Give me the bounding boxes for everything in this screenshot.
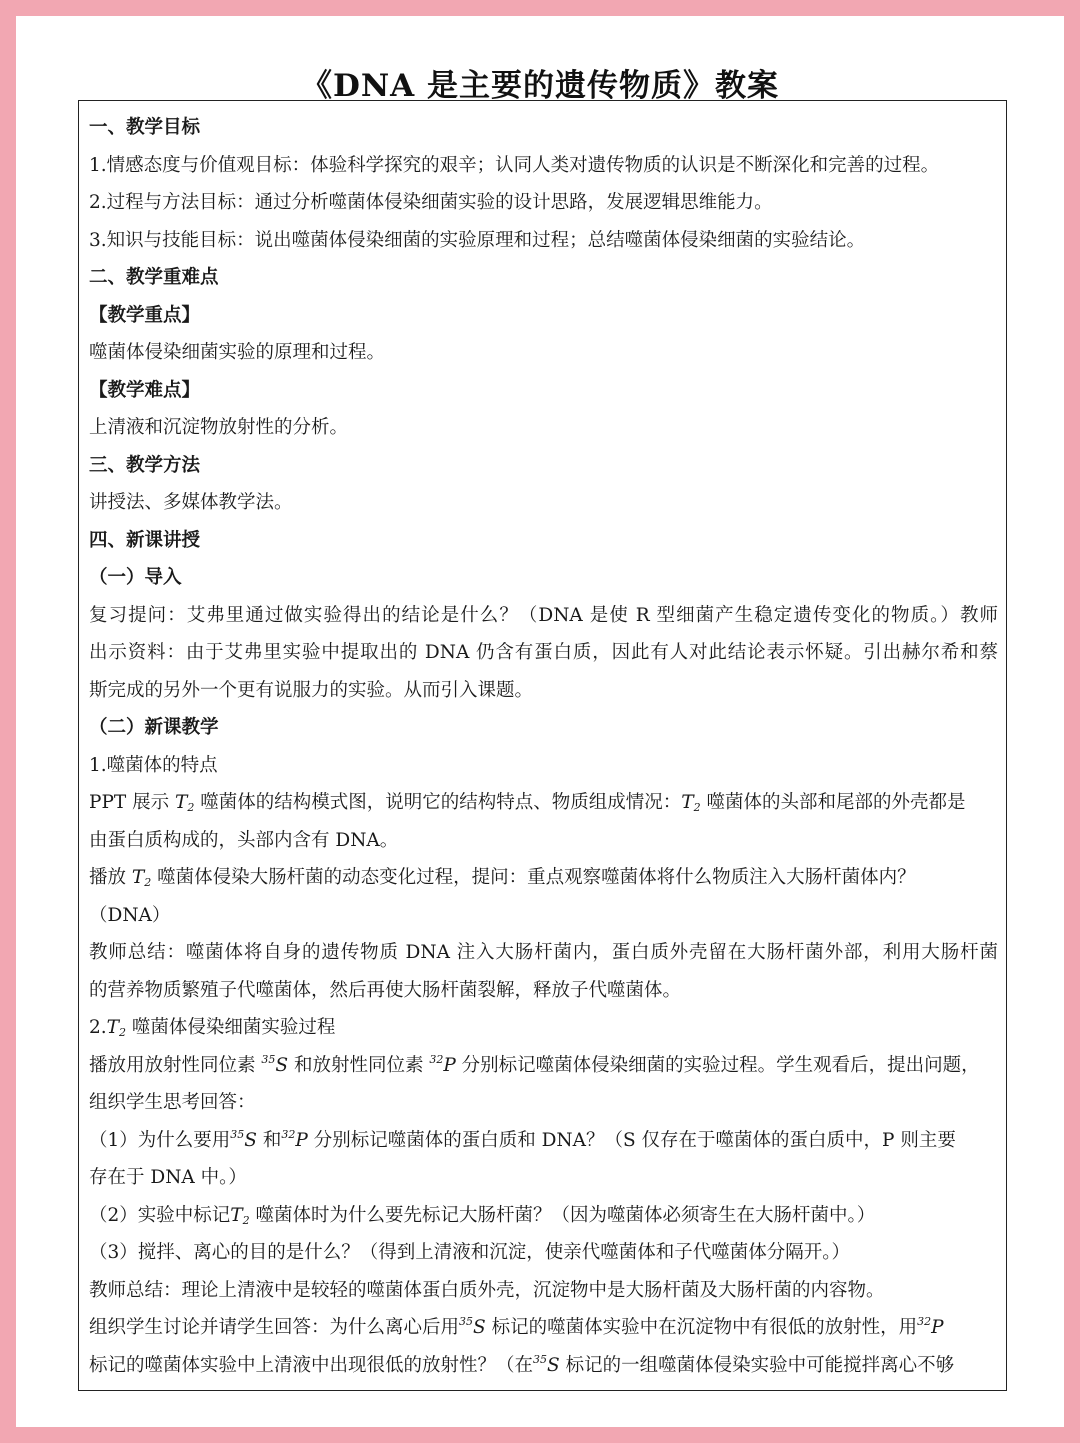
text-fragment: 噬菌体侵染细菌实验过程 xyxy=(126,1017,336,1038)
text-line: 由蛋白质构成的，头部内含有 DNA。 xyxy=(89,829,399,851)
text-line: （DNA） xyxy=(89,904,171,926)
text-line xyxy=(89,859,998,897)
text-line xyxy=(89,1347,998,1385)
text-fragment: 噬菌体的头部和尾部的外壳都是 xyxy=(700,792,966,813)
text-fragment: 和 xyxy=(256,1129,282,1151)
text-line: 存在于 DNA 中。） xyxy=(89,1167,247,1188)
text-line: 教师总结：理论上清液中是较轻的噬菌体蛋白质外壳，沉淀物中是大肠杆菌及大肠杆菌的内容物。 xyxy=(89,1279,885,1301)
text-fragment: 标记的一组噬菌体侵染实验中可能搅拌离心不够 xyxy=(559,1354,955,1376)
lesson-plan-box xyxy=(78,100,1007,1391)
text-fragment: （2）实验中标记 xyxy=(89,1204,231,1226)
text-line xyxy=(89,1047,998,1085)
text-line: 斯完成的另外一个更有说服力的实验。从而引入课题。 xyxy=(89,679,534,701)
phosphorus-32-symbol: $^{32}$P xyxy=(429,1052,456,1076)
text-line xyxy=(89,1197,998,1235)
subheading-key-point: 【教学重点】 xyxy=(89,304,201,326)
document-title: 《DNA 是主要的遗传物质》教案 xyxy=(300,68,780,104)
text-line: 1.噬菌体的特点 xyxy=(89,754,218,776)
text-line: 2.过程与方法目标：通过分析噬菌体侵染细菌实验的设计思路，发展逻辑思维能力。 xyxy=(89,192,773,213)
text-fragment: 噬菌体侵染大肠杆菌的动态变化过程，提问：重点观察噬菌体将什么物质注入大肠杆菌体内？ xyxy=(151,867,916,888)
section-heading-methods: 三、教学方法 xyxy=(89,454,201,476)
text-fragment: 分别标记噬菌体侵染细菌的实验过程。学生观看后，提出问题， xyxy=(455,1054,980,1076)
text-line: 的营养物质繁殖子代噬菌体，然后再使大肠杆菌裂解，释放子代噬菌体。 xyxy=(89,979,682,1001)
text-line: 上清液和沉淀物放射性的分析。 xyxy=(89,417,349,438)
text-fragment: 和放射性同位素 xyxy=(288,1054,430,1076)
text-fragment: 标记的噬菌体实验中在沉淀物中有很低的放射性，用 xyxy=(485,1317,918,1338)
lesson-plan-content xyxy=(79,101,1006,1384)
sulfur-35-symbol: $^{35}$S xyxy=(261,1052,289,1076)
text-fragment: 播放 xyxy=(89,867,132,888)
subheading-new-teaching: （二）新课教学 xyxy=(89,717,219,738)
text-fragment: 标记的噬菌体实验中上清液中出现很低的放射性？（在 xyxy=(89,1354,534,1376)
phage-t2-symbol: $T_2$ xyxy=(131,867,152,889)
text-fragment: 播放用放射性同位素 xyxy=(89,1054,262,1076)
phosphorus-32-symbol: $^{32}$P xyxy=(917,1315,944,1338)
section-heading-new-lesson: 四、新课讲授 xyxy=(89,529,201,551)
text-fragment: PPT 展示 xyxy=(89,792,175,813)
text-fragment: 2. xyxy=(89,1017,107,1038)
text-line: （3）搅拌、离心的目的是什么？（得到上清液和沉淀，使亲代噬菌体和子代噬菌体分隔开。） xyxy=(89,1242,851,1263)
phage-t2-symbol: $T_2$ xyxy=(175,792,195,814)
text-line xyxy=(89,1122,998,1160)
text-line: 1.情感态度与价值观目标：体验科学探究的艰辛；认同人类对遗传物质的认识是不断深化和完善的过程。 xyxy=(89,154,940,176)
subheading-difficulty: 【教学难点】 xyxy=(89,379,201,401)
text-line: 教师总结：噬菌体将自身的遗传物质 DNA 注入大肠杆菌内，蛋白质外壳留在大肠杆菌外部，利用大肠杆菌 xyxy=(89,942,998,963)
text-line: 组织学生思考回答： xyxy=(89,1092,256,1113)
phage-t2-symbol: $T_2$ xyxy=(681,792,701,814)
phosphorus-32-symbol: $^{32}$P xyxy=(281,1127,308,1151)
phage-t2-symbol: $T_2$ xyxy=(230,1204,250,1227)
sulfur-35-symbol: $^{35}$S xyxy=(459,1315,486,1338)
sulfur-35-symbol: $^{35}$S xyxy=(230,1127,257,1151)
sulfur-35-symbol: $^{35}$S xyxy=(533,1352,560,1376)
section-heading-key-points: 二、教学重难点 xyxy=(89,267,219,288)
section-heading-objectives: 一、教学目标 xyxy=(89,117,201,138)
text-fragment: 噬菌体时为什么要先标记大肠杆菌？（因为噬菌体必须寄生在大肠杆菌中。） xyxy=(249,1204,876,1226)
document-page xyxy=(16,16,1064,1427)
text-fragment: （1）为什么要用 xyxy=(89,1129,231,1151)
text-fragment: 组织学生讨论并请学生回答：为什么离心后用 xyxy=(89,1317,460,1338)
phage-t2-symbol: $T_2$ xyxy=(106,1017,126,1039)
text-line xyxy=(89,1009,998,1047)
subheading-introduction: （一）导入 xyxy=(89,567,182,588)
text-line xyxy=(89,784,998,822)
text-fragment: 分别标记噬菌体的蛋白质和 DNA？（S 仅存在于噬菌体的蛋白质中，P 则主要 xyxy=(307,1129,956,1151)
text-line: 复习提问：艾弗里通过做实验得出的结论是什么？（DNA 是使 R 型细菌产生稳定遗传变化的物质。）教师 xyxy=(89,604,998,626)
text-line: 出示资料：由于艾弗里实验中提取出的 DNA 仍含有蛋白质，因此有人对此结论表示怀疑。引出赫尔希和蔡 xyxy=(89,642,998,663)
text-fragment: 噬菌体的结构模式图，说明它的结构特点、物质组成情况： xyxy=(194,792,682,813)
text-line: 讲授法、多媒体教学法。 xyxy=(89,492,293,513)
text-line: 噬菌体侵染细菌实验的原理和过程。 xyxy=(89,342,386,363)
text-line: 3.知识与技能目标：说出噬菌体侵染细菌的实验原理和过程；总结噬菌体侵染细菌的实验结论。 xyxy=(89,229,866,251)
text-line xyxy=(89,1309,998,1347)
